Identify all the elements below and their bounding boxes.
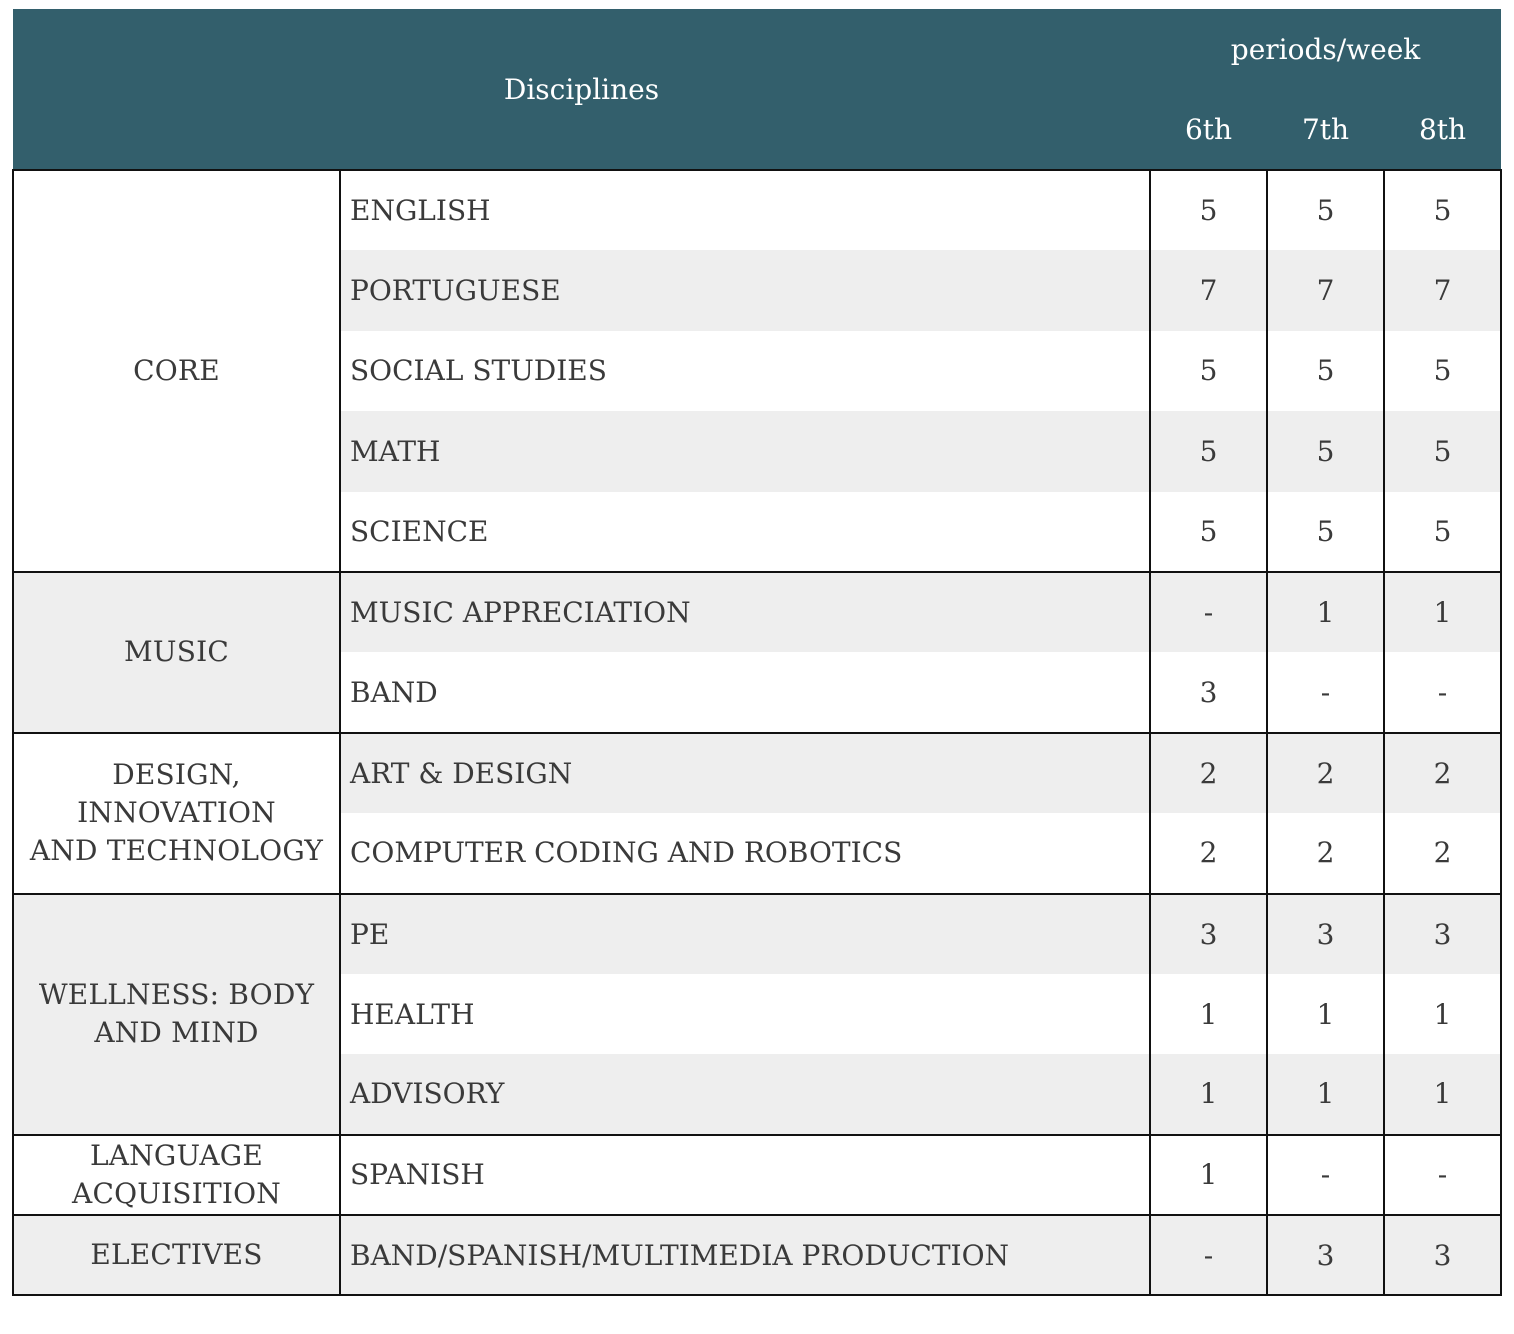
periods-8th: 3 bbox=[1384, 894, 1501, 974]
periods-8th: 3 bbox=[1384, 1215, 1501, 1295]
subject-name: SPANISH bbox=[340, 1135, 1150, 1215]
periods-7th: 7 bbox=[1267, 250, 1384, 330]
group-label: WELLNESS: BODY AND MIND bbox=[13, 894, 340, 1135]
periods-6th: 5 bbox=[1150, 170, 1267, 250]
periods-6th: 3 bbox=[1150, 652, 1267, 732]
table-row bbox=[13, 170, 1501, 250]
group-label: CORE bbox=[13, 170, 340, 572]
periods-7th: 2 bbox=[1267, 733, 1384, 813]
periods-6th: 7 bbox=[1150, 250, 1267, 330]
periods-8th: - bbox=[1384, 1135, 1501, 1215]
group-label: DESIGN, INNOVATION AND TECHNOLOGY bbox=[13, 733, 340, 894]
periods-7th: - bbox=[1267, 1135, 1384, 1215]
periods-7th: 5 bbox=[1267, 331, 1384, 411]
periods-7th: 1 bbox=[1267, 572, 1384, 652]
subject-name: MATH bbox=[340, 411, 1150, 491]
periods-8th: 1 bbox=[1384, 572, 1501, 652]
periods-per-week-header: periods/week bbox=[1150, 9, 1501, 89]
grade-header-6th: 6th bbox=[1150, 89, 1267, 170]
periods-7th: 5 bbox=[1267, 411, 1384, 491]
table-row bbox=[13, 733, 1501, 813]
subject-name: HEALTH bbox=[340, 974, 1150, 1054]
subject-name: ENGLISH bbox=[340, 170, 1150, 250]
group-label: MUSIC bbox=[13, 572, 340, 733]
periods-6th: 5 bbox=[1150, 492, 1267, 572]
table-row bbox=[13, 1135, 1501, 1215]
subject-name: SOCIAL STUDIES bbox=[340, 331, 1150, 411]
periods-8th: - bbox=[1384, 652, 1501, 732]
table-row bbox=[13, 1215, 1501, 1295]
periods-7th: 1 bbox=[1267, 974, 1384, 1054]
periods-8th: 2 bbox=[1384, 733, 1501, 813]
periods-6th: 3 bbox=[1150, 894, 1267, 974]
periods-6th: 1 bbox=[1150, 1135, 1267, 1215]
table-header bbox=[13, 9, 1501, 170]
subject-name: SCIENCE bbox=[340, 492, 1150, 572]
grade-header-8th: 8th bbox=[1384, 89, 1501, 170]
periods-7th: 5 bbox=[1267, 492, 1384, 572]
table-body bbox=[13, 170, 1501, 1295]
disciplines-header: Disciplines bbox=[13, 9, 1150, 170]
subject-name: BAND/SPANISH/MULTIMEDIA PRODUCTION bbox=[340, 1215, 1150, 1295]
grade-header-7th: 7th bbox=[1267, 89, 1384, 170]
curriculum-table bbox=[12, 9, 1502, 1296]
curriculum-table-container bbox=[12, 9, 1502, 1296]
periods-8th: 5 bbox=[1384, 331, 1501, 411]
group-label: ELECTIVES bbox=[13, 1215, 340, 1295]
periods-8th: 5 bbox=[1384, 411, 1501, 491]
subject-name: PORTUGUESE bbox=[340, 250, 1150, 330]
subject-name: MUSIC APPRECIATION bbox=[340, 572, 1150, 652]
periods-7th: 3 bbox=[1267, 1215, 1384, 1295]
periods-6th: - bbox=[1150, 572, 1267, 652]
periods-6th: 5 bbox=[1150, 331, 1267, 411]
periods-8th: 1 bbox=[1384, 974, 1501, 1054]
periods-8th: 5 bbox=[1384, 492, 1501, 572]
periods-8th: 7 bbox=[1384, 250, 1501, 330]
subject-name: ART & DESIGN bbox=[340, 733, 1150, 813]
periods-6th: 5 bbox=[1150, 411, 1267, 491]
subject-name: ADVISORY bbox=[340, 1054, 1150, 1134]
subject-name: PE bbox=[340, 894, 1150, 974]
periods-8th: 1 bbox=[1384, 1054, 1501, 1134]
table-row bbox=[13, 572, 1501, 652]
periods-7th: 5 bbox=[1267, 170, 1384, 250]
subject-name: BAND bbox=[340, 652, 1150, 732]
periods-7th: - bbox=[1267, 652, 1384, 732]
periods-7th: 3 bbox=[1267, 894, 1384, 974]
periods-8th: 5 bbox=[1384, 170, 1501, 250]
table-row bbox=[13, 894, 1501, 974]
periods-6th: 2 bbox=[1150, 733, 1267, 813]
periods-6th: 2 bbox=[1150, 813, 1267, 893]
periods-6th: - bbox=[1150, 1215, 1267, 1295]
group-label: LANGUAGE ACQUISITION bbox=[13, 1135, 340, 1215]
periods-7th: 2 bbox=[1267, 813, 1384, 893]
periods-8th: 2 bbox=[1384, 813, 1501, 893]
subject-name: COMPUTER CODING AND ROBOTICS bbox=[340, 813, 1150, 893]
periods-7th: 1 bbox=[1267, 1054, 1384, 1134]
periods-6th: 1 bbox=[1150, 1054, 1267, 1134]
periods-6th: 1 bbox=[1150, 974, 1267, 1054]
